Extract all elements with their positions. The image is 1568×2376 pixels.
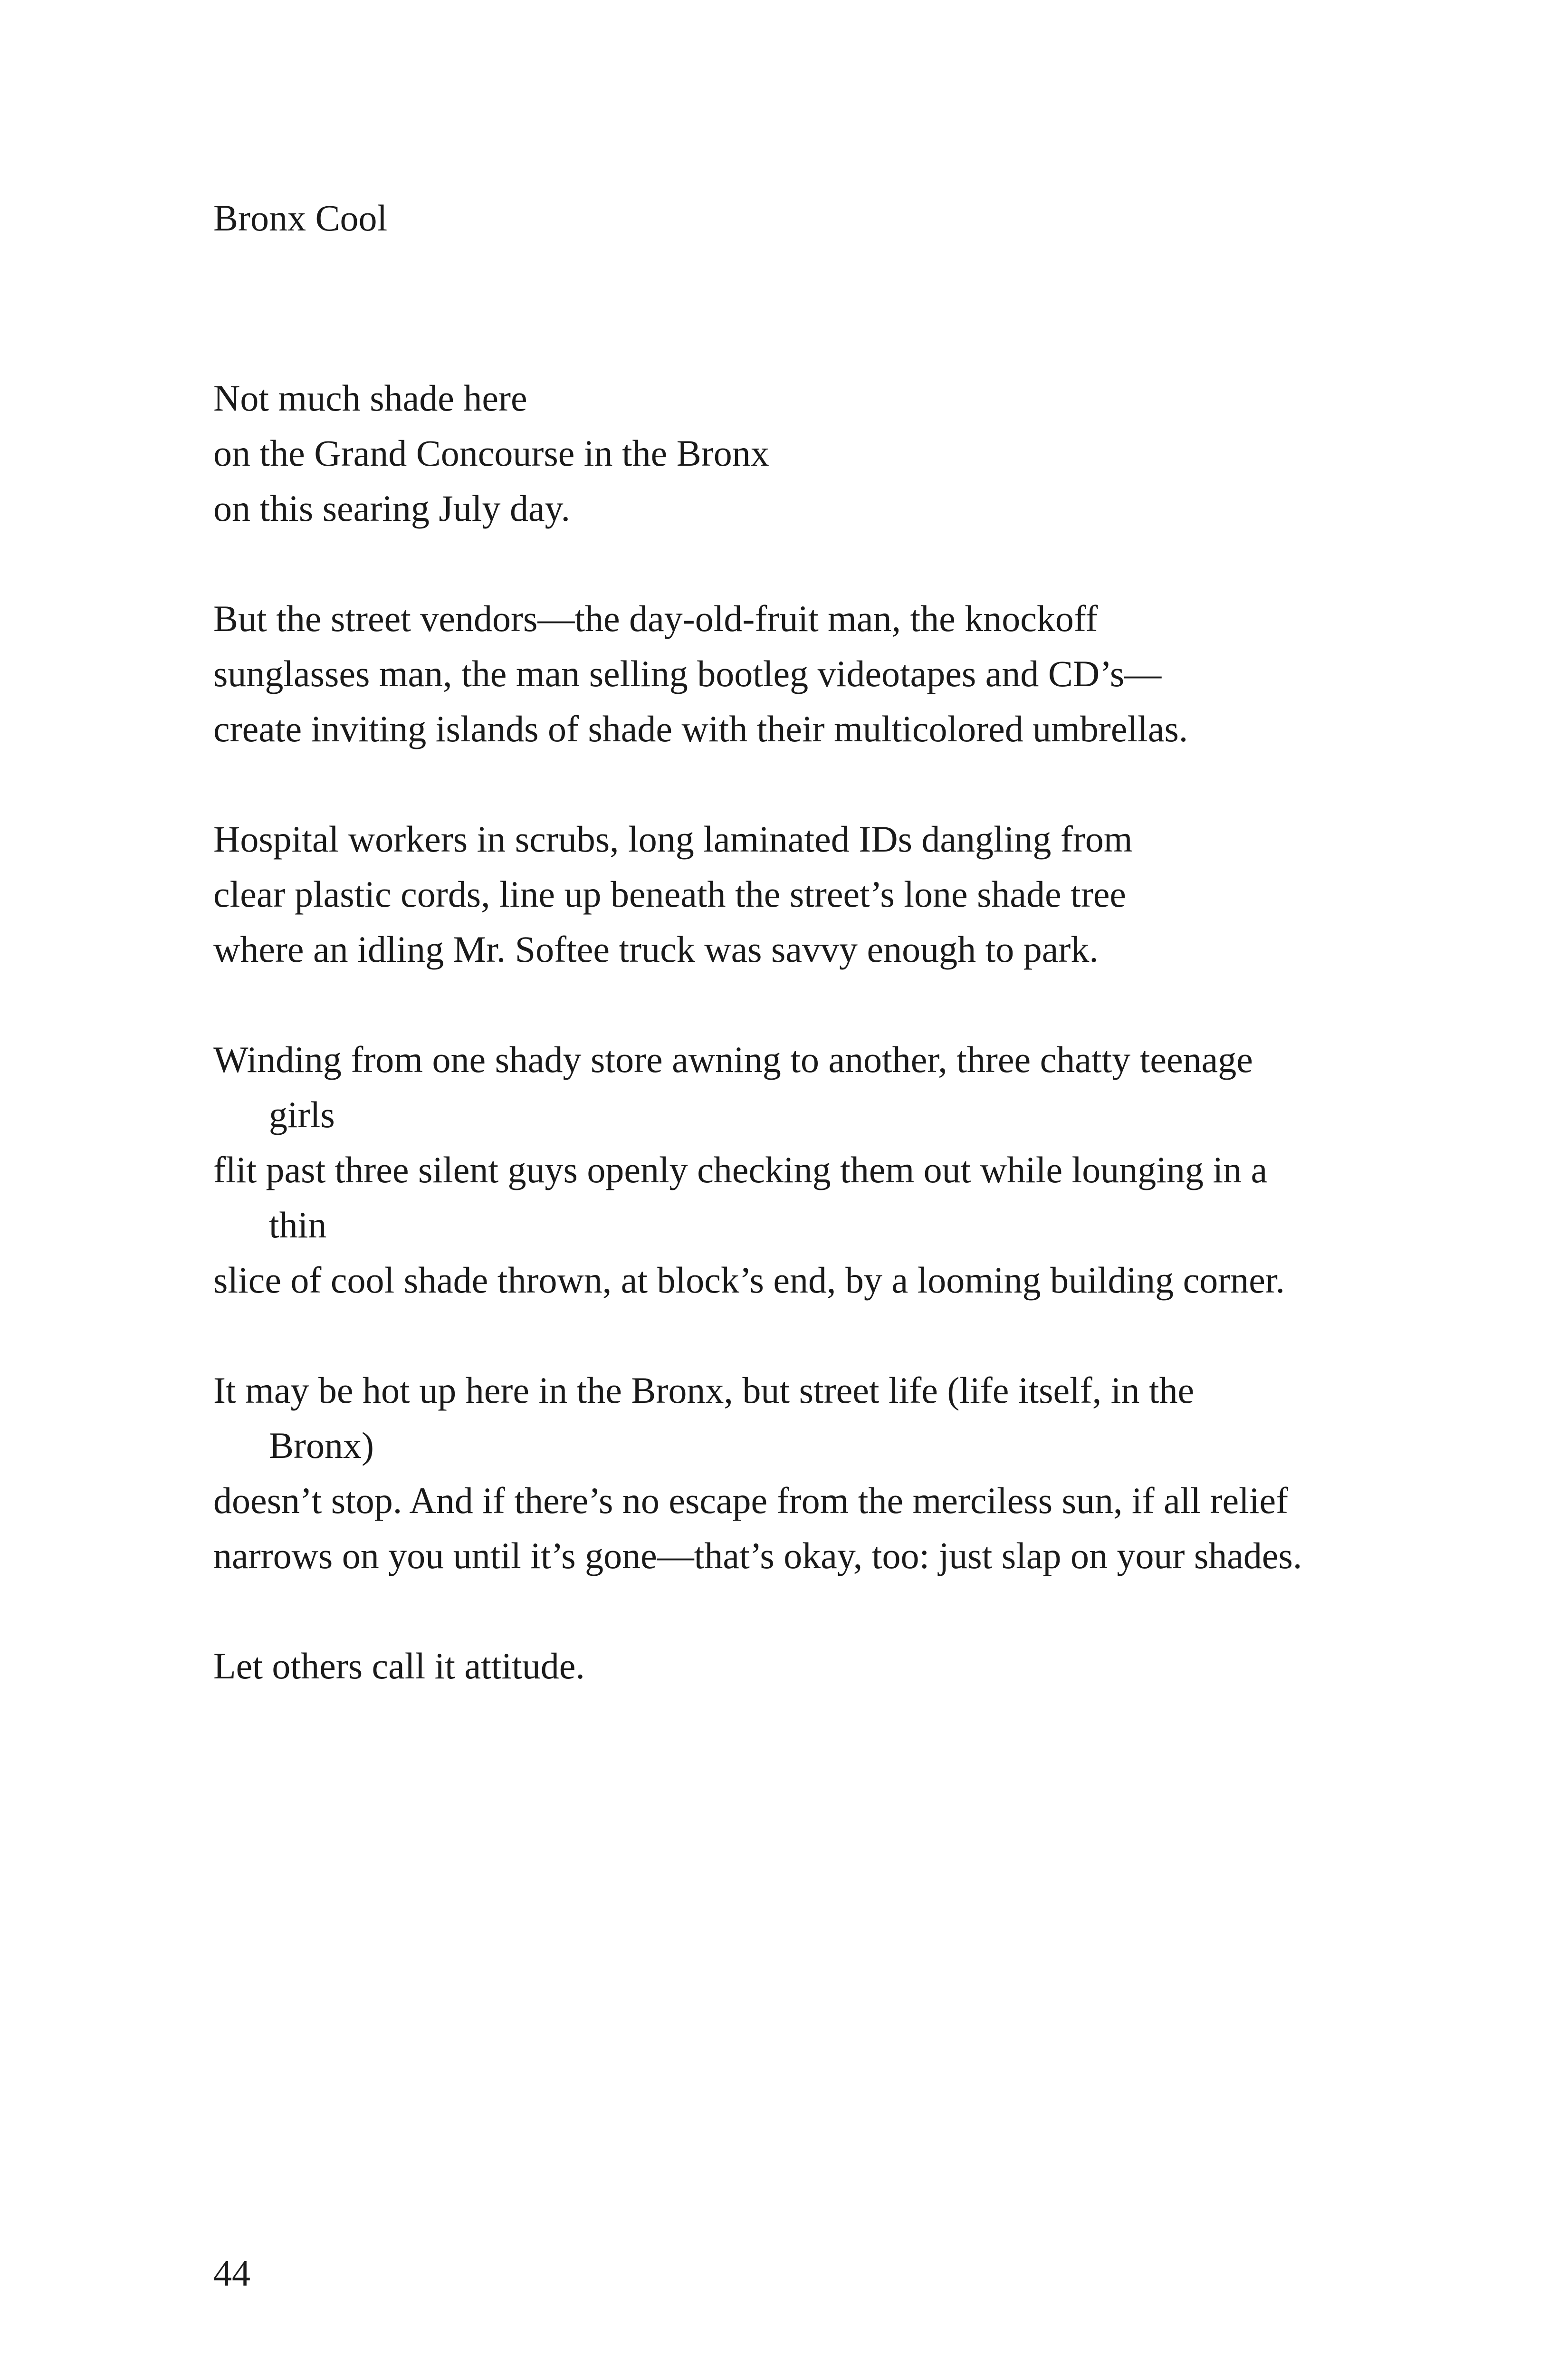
stanza-6 <box>213 1638 1392 1694</box>
poem-line: Winding from one shady store awning to another, three chatty teenage <box>213 1039 1253 1080</box>
poem-line: flit past three silent guys openly checking them out while lounging in a <box>213 1149 1268 1190</box>
poem-line-turnover: Bronx) <box>269 1425 374 1466</box>
poem-line: sunglasses man, the man selling bootleg videotapes and CD’s— <box>213 653 1162 694</box>
poem-line: It may be hot up here in the Bronx, but street life (life itself, in the <box>213 1370 1195 1411</box>
poem-body <box>213 371 1392 1749</box>
poem-line: narrows on you until it’s gone—that’s okay, too: just slap on your shades. <box>213 1535 1302 1576</box>
stanza-2 <box>213 591 1392 757</box>
poem-line: Not much shade here <box>213 377 527 419</box>
poem-line: But the street vendors—the day-old-fruit man, the knockoff <box>213 598 1098 639</box>
poem-line-turnover: girls <box>269 1094 335 1135</box>
poem-line: on this searing July day. <box>213 488 571 529</box>
poem-line-turnover: thin <box>269 1204 327 1245</box>
poem-line: Let others call it attitude. <box>213 1645 585 1686</box>
poem-title: Bronx Cool <box>213 197 388 239</box>
poem-line: on the Grand Concourse in the Bronx <box>213 432 769 474</box>
poem-line: slice of cool shade thrown, at block’s end, by a looming building corner. <box>213 1259 1285 1301</box>
stanza-1 <box>213 371 1392 536</box>
stanza-4 <box>213 1032 1392 1308</box>
page-number: 44 <box>213 2252 250 2294</box>
poem-line: create inviting islands of shade with their multicolored umbrellas. <box>213 708 1188 749</box>
stanza-3 <box>213 812 1392 977</box>
stanza-5 <box>213 1363 1392 1583</box>
poem-line: Hospital workers in scrubs, long laminated IDs dangling from <box>213 818 1133 860</box>
poem-line: doesn’t stop. And if there’s no escape from the merciless sun, if all relief <box>213 1480 1289 1521</box>
poem-line: clear plastic cords, line up beneath the street’s lone shade tree <box>213 873 1127 915</box>
poem-line: where an idling Mr. Softee truck was savvy enough to park. <box>213 929 1099 970</box>
